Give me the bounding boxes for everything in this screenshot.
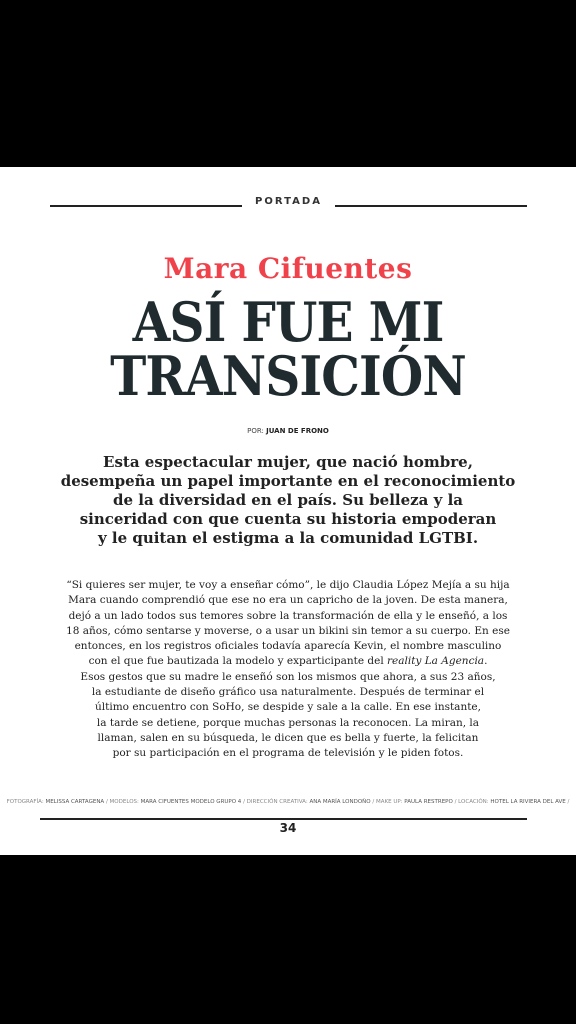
body-line: último encuentro con SoHo, se despide y sale a la calle. En ese instante, <box>95 701 481 714</box>
headline <box>29 290 547 408</box>
headline-line: TRANSICIÓN <box>110 344 466 408</box>
photo-credits <box>0 797 576 807</box>
body-line <box>40 654 536 669</box>
body-italic-title: reality La Agencia <box>387 655 485 668</box>
credit-label: / MAKE UP: <box>372 799 403 805</box>
credit-label: / DIRECCIÓN CREATIVA: <box>243 799 308 805</box>
body-text-span: . <box>484 655 488 668</box>
body-line: Mara cuando comprendió que ese no era un capricho de la joven. De esta manera, <box>68 594 508 607</box>
body-text-span: con el que fue bautizada la modelo y exparticipante del <box>88 655 388 668</box>
byline <box>0 425 576 437</box>
credit-label: FOTOGRAFÍA: <box>6 799 44 805</box>
lead-paragraph <box>40 453 536 548</box>
section-header <box>50 195 527 209</box>
credit-value: PAULA RESTREPO <box>404 799 453 805</box>
credit-value: HOTEL LA RIVIERA DEL AVE <box>490 799 566 805</box>
body-paragraph <box>40 578 536 762</box>
credit-label: / LOCACIÓN: <box>454 799 489 805</box>
subject-name: Mara Cifuentes <box>163 252 413 285</box>
magazine-page <box>0 167 576 855</box>
body-line: la estudiante de diseño gráfico usa naturalmente. Después de terminar el <box>91 686 485 699</box>
credit-label: / <box>567 799 570 805</box>
body-line: “Si quieres ser mujer, te voy a enseñar cómo”, le dijo Claudia López Mejía a su hija <box>66 579 510 591</box>
credit-value: MELISSA CARTAGENA <box>45 799 105 805</box>
headline-line: ASÍ FUE MI <box>132 290 444 354</box>
section-rule-right <box>335 205 527 207</box>
lead-line: y le quitan el estigma a la comunidad LGTBI. <box>97 529 479 547</box>
byline-prefix: POR: <box>247 427 264 435</box>
lead-line: de la diversidad en el país. Su belleza y la <box>113 491 463 509</box>
body-line: entonces, en los registros oficiales todavía aparecía Kevin, el nombre masculino <box>74 640 502 653</box>
section-rule-left <box>50 205 242 207</box>
footer-rule <box>40 818 527 820</box>
body-line: dejó a un lado todos sus temores sobre la transformación de ella y le enseñó, a los <box>68 609 508 622</box>
body-line: llaman, salen en su búsqueda, le dicen que es bella y fuerte, la felicitan <box>97 731 479 744</box>
body-line: por su participación en el programa de televisión y le piden fotos. <box>112 747 464 760</box>
body-line: 18 años, cómo sentarse y moverse, o a usar un bikini sin temor a su cuerpo. En ese <box>66 624 510 637</box>
page-number: 34 <box>279 821 297 835</box>
body-line: Esos gestos que su madre le enseñó son los mismos que ahora, a sus 23 años, <box>80 670 496 683</box>
lead-line: desempeña un papel importante en el reconocimiento <box>60 472 516 490</box>
lead-line: Esta espectacular mujer, que nació hombre, <box>103 453 473 471</box>
credit-value: ANA MARÍA LONDOÑO <box>309 799 371 805</box>
section-label: PORTADA <box>255 196 322 207</box>
byline-author: JUAN DE FRONO <box>266 427 329 435</box>
body-line: la tarde se detiene, porque muchas personas la reconocen. La miran, la <box>96 716 480 729</box>
lead-line: sinceridad con que cuenta su historia empoderan <box>79 510 497 528</box>
credit-label: / MODELOS: <box>105 799 139 805</box>
credit-value: MARA CIFUENTES MODELO GRUPO 4 <box>140 799 242 805</box>
